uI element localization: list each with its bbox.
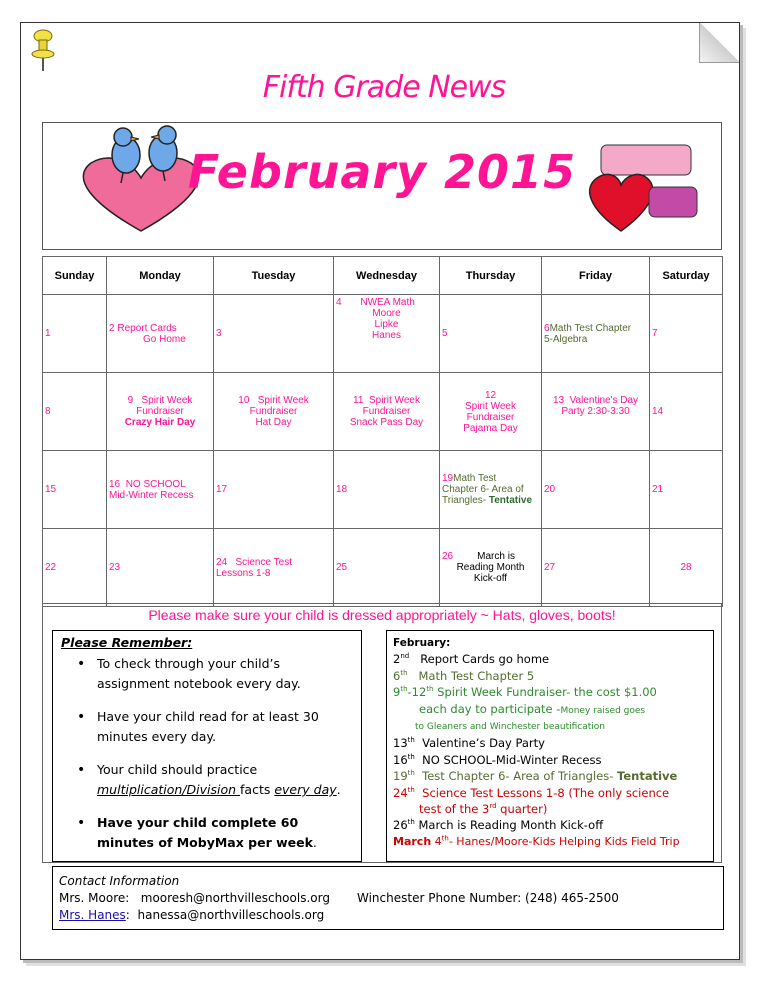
tentative-label: Tentative xyxy=(488,495,533,506)
event-date: 6 xyxy=(393,668,401,683)
day-number: 7 xyxy=(652,328,658,339)
day-cell xyxy=(440,373,542,451)
event-date: 16 xyxy=(393,752,408,767)
calendar-week-1 xyxy=(43,295,723,373)
event-text: Report Cards go home xyxy=(420,652,550,667)
day-cell xyxy=(440,451,542,529)
remember-text: facts xyxy=(240,782,275,797)
event-line xyxy=(393,651,707,667)
event-text: Lipke xyxy=(374,319,399,330)
event-text: - Hanes/Moore-Kids Helping Kids Field Trip xyxy=(448,834,680,848)
remember-text: . xyxy=(336,782,341,797)
event-text: 5-Algebra xyxy=(544,333,588,345)
february-events-box xyxy=(386,630,714,862)
event-text: Science Test xyxy=(235,556,292,568)
day-number: 4 xyxy=(336,297,342,308)
date-suffix: th xyxy=(407,785,415,794)
calendar-grid xyxy=(42,256,723,607)
event-text: Spirit Week Fundraiser- the cost $1.00 xyxy=(433,685,657,700)
day-header-sunday: Sunday xyxy=(43,257,107,295)
remember-text: Your child should practice xyxy=(97,762,258,777)
day-number: 15 xyxy=(45,484,57,495)
event-text: Crazy Hair Day xyxy=(124,417,196,428)
contact-separator: : xyxy=(125,908,130,922)
day-number: 12 xyxy=(484,389,497,401)
date-suffix: th xyxy=(400,685,408,694)
event-text: Hanes xyxy=(372,330,401,341)
event-line xyxy=(393,834,707,850)
event-date: -12 xyxy=(407,685,427,700)
event-line xyxy=(393,735,707,751)
event-line xyxy=(393,684,707,700)
day-cell xyxy=(107,451,214,529)
day-cell xyxy=(542,529,650,607)
day-number: 23 xyxy=(109,562,121,573)
event-text: Go Home xyxy=(143,333,186,345)
event-date: 24 xyxy=(393,785,408,800)
event-text: Party 2:30-3:30 xyxy=(561,406,630,417)
day-cell xyxy=(43,529,107,607)
page-curl xyxy=(699,23,739,63)
day-number: 17 xyxy=(216,484,228,495)
day-header-friday: Friday xyxy=(542,257,650,295)
event-text: March is Reading Month Kick-off xyxy=(418,818,604,833)
event-date: 26 xyxy=(393,818,408,833)
day-cell xyxy=(214,373,334,451)
event-text: Mid-Winter Recess xyxy=(109,489,194,501)
event-text: NWEA Math xyxy=(360,297,415,308)
day-number: 19 xyxy=(442,473,454,484)
event-text: Valentine’s Day Party xyxy=(422,736,545,751)
event-note: Money raised goes xyxy=(560,705,646,716)
event-text: each day to participate - xyxy=(419,701,561,716)
day-cell xyxy=(440,295,542,373)
day-number: 3 xyxy=(216,328,222,339)
day-number: 1 xyxy=(45,328,51,339)
dress-notice: Please make sure your child is dressed appropriately ~ Hats, gloves, boots! xyxy=(148,607,616,623)
event-text: Spirit Week xyxy=(257,395,309,406)
event-date: 2 xyxy=(393,652,401,667)
day-cell xyxy=(440,529,542,607)
event-text: Moore xyxy=(372,308,401,319)
calendar-header xyxy=(42,122,722,250)
event-text: Test Chapter 6- Area of Triangles- xyxy=(422,769,618,784)
event-text: quarter) xyxy=(496,802,548,817)
happy-valentines-day-icon xyxy=(583,143,703,233)
event-line xyxy=(393,752,707,768)
calendar-week-3 xyxy=(43,451,723,529)
day-number: 27 xyxy=(544,562,556,573)
day-header-tuesday: Tuesday xyxy=(214,257,334,295)
day-cell xyxy=(650,373,723,451)
day-cell xyxy=(650,295,723,373)
event-text: March is xyxy=(477,551,515,562)
date-suffix: th xyxy=(400,668,408,677)
event-text: Spirit Week xyxy=(369,395,420,406)
day-cell xyxy=(43,373,107,451)
remember-list xyxy=(61,654,353,853)
date-suffix: th xyxy=(407,818,415,827)
day-number: 16 xyxy=(109,478,121,490)
day-number: 9 xyxy=(127,395,134,406)
event-line xyxy=(393,785,707,801)
remember-title: Please Remember: xyxy=(61,635,193,650)
event-date: 19 xyxy=(393,769,408,784)
day-number: 24 xyxy=(216,556,228,568)
day-number: 26 xyxy=(442,551,454,562)
contact-name-link[interactable]: Mrs. Hanes xyxy=(59,908,126,922)
event-text: Fundraiser xyxy=(362,406,411,417)
event-text: Reading Month xyxy=(456,562,525,573)
event-text: Spirit Week xyxy=(465,400,516,412)
event-note: to Gleaners and Winchester beautification xyxy=(415,722,605,733)
remember-item: • To check through your child’s assignment notebook every day. xyxy=(61,654,353,694)
event-month: March xyxy=(393,834,432,848)
day-cell xyxy=(107,295,214,373)
remember-emphasis: every day xyxy=(274,782,337,797)
day-number: 18 xyxy=(336,484,348,495)
event-text: NO SCHOOL-Mid-Winter Recess xyxy=(422,752,602,767)
contact-email: hanessa@northvilleschools.org xyxy=(137,908,325,922)
february-title: February: xyxy=(393,637,451,649)
day-number: 6 xyxy=(544,322,550,334)
day-cell xyxy=(43,295,107,373)
day-cell xyxy=(334,451,440,529)
event-text: Pajama Day xyxy=(463,422,518,434)
event-line xyxy=(393,768,707,784)
date-suffix: th xyxy=(407,753,415,762)
winchester-phone: Winchester Phone Number: (248) 465-2500 xyxy=(357,891,619,905)
date-suffix: nd xyxy=(400,652,410,661)
event-text: Snack Pass Day xyxy=(349,417,424,428)
day-cell xyxy=(107,373,214,451)
date-suffix: th xyxy=(426,685,434,694)
remember-emphasis: multiplication/Division xyxy=(97,782,241,797)
day-number: 14 xyxy=(652,406,664,417)
day-cell xyxy=(334,373,440,451)
day-number: 11 xyxy=(353,395,364,406)
contact-information xyxy=(52,866,724,930)
day-number: 5 xyxy=(442,328,448,339)
event-text: Hat Day xyxy=(255,417,292,428)
remember-item xyxy=(61,760,353,800)
day-cell xyxy=(214,451,334,529)
day-cell xyxy=(43,451,107,529)
day-cell xyxy=(214,295,334,373)
event-text: Report Cards xyxy=(117,322,177,334)
day-cell xyxy=(542,295,650,373)
day-number: 10 xyxy=(238,395,250,406)
date-suffix: th xyxy=(441,834,449,843)
remember-bold-text: Have your child complete 60 minutes of MobyMax per week xyxy=(97,815,313,850)
calendar-week-4 xyxy=(43,529,723,607)
day-number: 13 xyxy=(552,395,565,406)
day-number: 2 xyxy=(109,322,115,334)
contact-name: Mrs. Moore: xyxy=(59,891,130,905)
event-text: Kick-off xyxy=(473,573,508,584)
day-cell xyxy=(107,529,214,607)
event-date: 9 xyxy=(393,685,401,700)
event-text: Triangles- xyxy=(442,495,489,506)
please-remember-box xyxy=(52,630,362,862)
day-cell xyxy=(542,373,650,451)
contact-email: mooresh@northvilleschools.org xyxy=(140,891,330,905)
tentative-label: Tentative xyxy=(617,769,678,784)
event-text: Spirit Week xyxy=(141,395,193,406)
contact-hanes xyxy=(59,907,717,924)
day-number: 22 xyxy=(45,562,57,573)
event-line xyxy=(393,817,707,833)
month-title: February 2015 xyxy=(187,145,577,199)
contact-title: Contact Information xyxy=(59,874,180,888)
day-cell xyxy=(334,295,440,373)
remember-item xyxy=(61,813,353,853)
event-line xyxy=(393,668,707,684)
day-header-thursday: Thursday xyxy=(440,257,542,295)
day-cell xyxy=(214,529,334,607)
day-number: 25 xyxy=(336,562,348,573)
event-text: Math Test Chapter 5 xyxy=(418,668,535,683)
event-text: test of the 3 xyxy=(419,802,490,817)
remember-text: . xyxy=(312,835,317,850)
day-cell xyxy=(334,529,440,607)
date-suffix: rd xyxy=(489,802,497,811)
remember-item: • Have your child read for at least 30 minutes every day. xyxy=(61,707,353,747)
event-text: NO SCHOOL xyxy=(125,478,186,490)
push-pin-icon xyxy=(30,28,56,72)
day-cell xyxy=(650,529,723,607)
day-header-wednesday: Wednesday xyxy=(334,257,440,295)
event-text: Math Test xyxy=(453,473,497,484)
event-line xyxy=(393,801,707,817)
event-text: Science Test Lessons 1-8 (The only science xyxy=(422,785,670,800)
date-suffix: th xyxy=(407,769,415,778)
event-text: Lessons 1-8 xyxy=(216,567,271,579)
newsletter-title: Fifth Grade News xyxy=(262,70,506,105)
event-text: Chapter 6- Area of xyxy=(442,484,524,495)
event-text: Valentine's Day xyxy=(569,395,639,406)
day-cell xyxy=(650,451,723,529)
weekday-header-row xyxy=(43,257,723,295)
day-number: 21 xyxy=(652,484,664,495)
event-date: 4 xyxy=(431,834,442,848)
day-header-monday: Monday xyxy=(107,257,214,295)
event-line xyxy=(393,701,707,719)
day-cell xyxy=(542,451,650,529)
event-text: Fundraiser xyxy=(249,406,298,417)
event-text: Math Test Chapter xyxy=(549,322,632,334)
day-number: 28 xyxy=(680,562,692,573)
event-date: 13 xyxy=(393,736,408,751)
event-text: Fundraiser xyxy=(466,411,515,423)
date-suffix: th xyxy=(407,736,415,745)
event-text: Fundraiser xyxy=(136,406,184,417)
day-number: 8 xyxy=(45,406,51,417)
calendar-week-2 xyxy=(43,373,723,451)
day-header-saturday: Saturday xyxy=(650,257,723,295)
day-number: 20 xyxy=(544,484,556,495)
